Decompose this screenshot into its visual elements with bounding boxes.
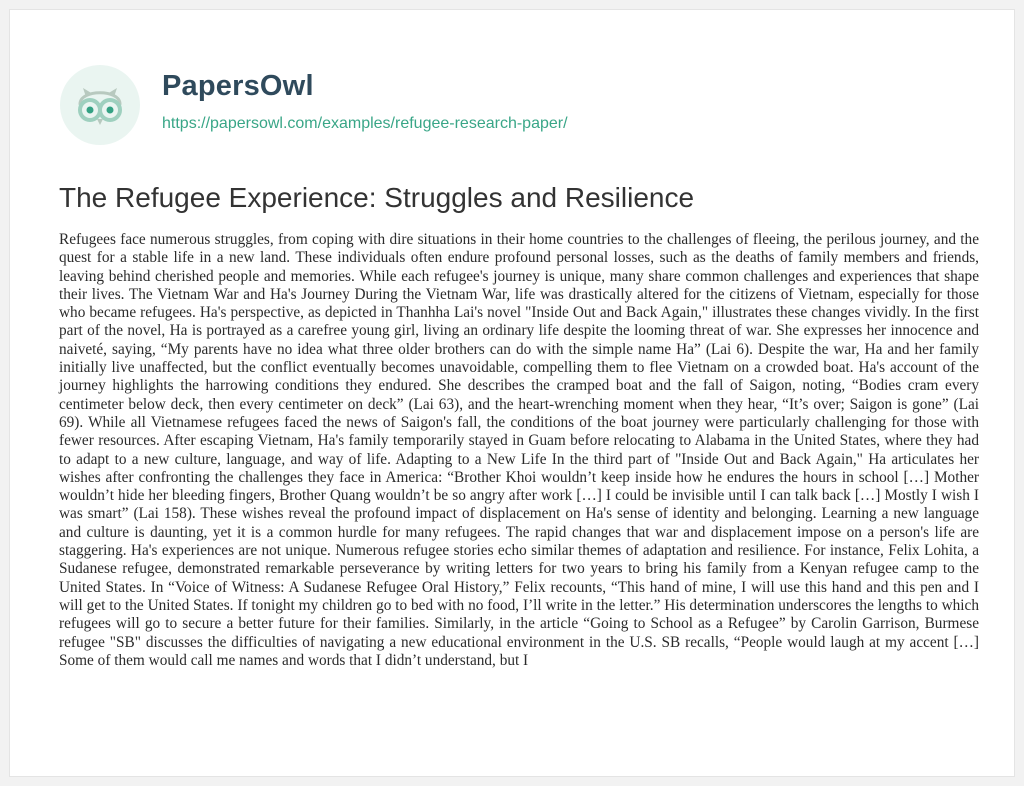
source-url-link[interactable]: https://papersowl.com/examples/refugee-research-paper/: [162, 115, 568, 132]
brand-name[interactable]: PapersOwl: [162, 70, 314, 102]
owl-logo-icon[interactable]: [60, 65, 140, 145]
brand-header: [60, 65, 568, 145]
document-title: The Refugee Experience: Struggles and Resilience: [59, 182, 695, 213]
document-page: [9, 9, 1015, 777]
brand-text: [162, 69, 568, 134]
document-body: Refugees face numerous struggles, from coping with dire situations in their home countries to the challenges of fleeing, the perilous journey, and the quest for a stable life in a new land. These individuals often endure profound personal losses, such as the deaths of family members and friends, leaving behind cherished people and memories. While each refugee's journey is unique, many share common challenges and experiences that shape their lives. The Vietnam War and Ha's Journey During the Vietnam War, life was drastically altered for the citizens of Vietnam, especially for those who became refugees. Ha's perspective, as depicted in Thanhha Lai's novel "Inside Out and Back Again," illustrates these changes vividly. In the first part of the novel, Ha is portrayed as a carefree young girl, living an ordinary life despite the looming threat of war. She expresses her innocence and naiveté, saying, “My parents have no idea what three older brothers can do with the simple name Ha” (Lai 6). Despite the war, Ha and her family initially live unaffected, but the conflict eventually becomes unavoidable, compelling them to flee Vietnam on a crowded boat. Ha's account of the journey highlights the harrowing conditions they endured. She describes the cramped boat and the fall of Saigon, noting, “Bodies cram every centimeter below deck, then every centimeter on deck” (Lai 63), and the heart-wrenching moment when they hear, “It’s over; Saigon is gone” (Lai 69). While all Vietnamese refugees faced the news of Saigon's fall, the conditions of the boat journey were particularly challenging for those with fewer resources. After escaping Vietnam, Ha's family temporarily stayed in Guam before relocating to Alabama in the United States, where they had to adapt to a new culture, language, and way of life. Adapting to a New Life In the third part of "Inside Out and Back Again," Ha articulates her wishes after confronting the challenges they face in America: “Brother Khoi wouldn’t keep inside how he endures the hours in school […] Mother wouldn’t hide her bleeding fingers, Brother Quang wouldn’t be so angry after work […] I could be invisible until I can talk back […] Mostly I wish I was smart” (Lai 158). These wishes reveal the profound impact of displacement on Ha's sense of identity and belonging. Learning a new language and culture is daunting, yet it is a common hurdle for many refugees. The rapid changes that war and displacement impose on a person's life are staggering. Ha's experiences are not unique. Numerous refugee stories echo similar themes of adaptation and resilience. For instance, Felix Lohita, a Sudanese refugee, demonstrated remarkable perseverance by writing letters for two years to bring his family from a Kenyan refugee camp to the United States. In “Voice of Witness: A Sudanese Refugee Oral History,” Felix recounts, “This hand of mine, I will use this hand and this pen and I will get to the United States. If tonight my children go to bed with no food, I’ll write in the letter.” His determination underscores the lengths to which refugees will go to secure a better future for their families. Similarly, in the article “Going to School as a Refugee” by Carolin Garrison, Burmese refugee "SB" discusses the difficulties of navigating a new educational environment in the U.S. SB recalls, “People would laugh at my accent […] Some of them would call me names and words that I didn’t understand, but I: [59, 231, 979, 669]
